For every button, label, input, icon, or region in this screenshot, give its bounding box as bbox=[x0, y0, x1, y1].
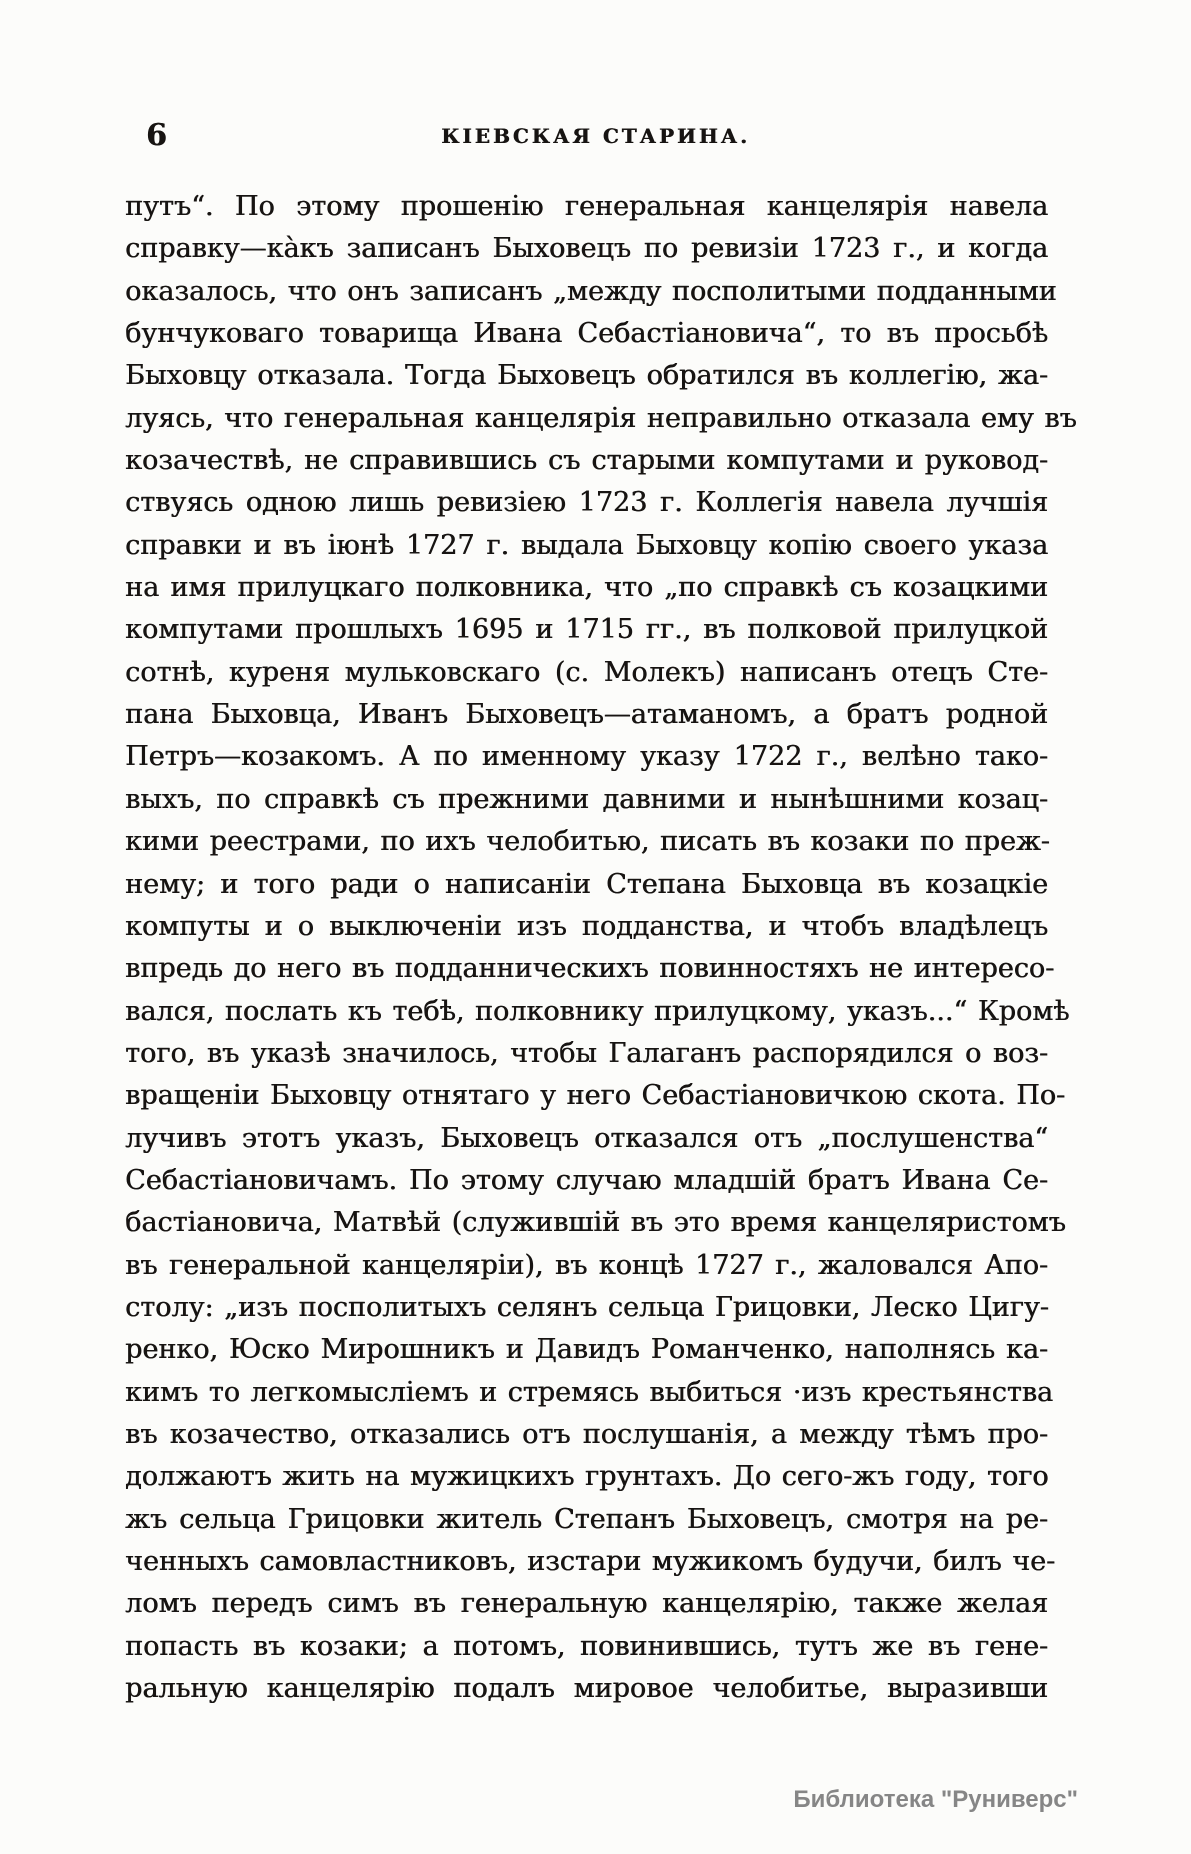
text-line: лучивъ этотъ указъ, Быховецъ отказался отъ „послушенства“ bbox=[125, 1122, 1048, 1154]
text-line: на имя прилуцкаго полковника, что „по справкѣ съ козацкими bbox=[125, 572, 1048, 604]
text-line: справку—ка̀къ записанъ Быховецъ по ревизіи 1723 г., и когда bbox=[125, 233, 1048, 265]
text-line: жъ сельца Грицовки житель Степанъ Быховецъ, смотря на ре- bbox=[125, 1503, 1048, 1535]
text-line: Себастіановичамъ. По этому случаю младшій братъ Ивана Се- bbox=[125, 1164, 1048, 1196]
text-line: впредь до него въ подданническихъ повинностяхъ не интересо- bbox=[125, 953, 1055, 985]
text-line: козачествѣ, не справившись съ старыми компутами и руковод- bbox=[125, 445, 1048, 477]
text-line: Петръ—козакомъ. А по именному указу 1722 г., велѣно тако- bbox=[125, 741, 1048, 773]
text-line: оказалось, что онъ записанъ „между посполитыми подданными bbox=[125, 275, 1057, 307]
text-line: бунчуковаго товарища Ивана Себастіановича“, то въ просьбѣ bbox=[125, 318, 1048, 350]
text-line: Быховцу отказала. Тогда Быховецъ обратился въ коллегію, жа- bbox=[125, 360, 1048, 392]
text-line: кими реестрами, по ихъ челобитью, писать въ козаки по преж- bbox=[125, 826, 1050, 858]
text-line: путъ“. По этому прошенію генеральная канцелярія навела bbox=[125, 191, 1048, 222]
text-line: столу: „изъ посполитыхъ селянъ сельца Грицовки, Леско Цигу- bbox=[125, 1291, 1049, 1323]
text-line: ренко, Юско Мирошникъ и Давидъ Романченко, наполнясь ка- bbox=[125, 1334, 1048, 1366]
text-line: ральную канцелярію подалъ мировое челобитье, выразивши bbox=[125, 1673, 1048, 1705]
text-line: нему; и того ради о написаніи Степана Быховца въ козацкіе bbox=[125, 868, 1048, 900]
text-line: компуты и о выключеніи изъ подданства, и чтобъ владѣлецъ bbox=[125, 910, 1048, 942]
text-line: должаютъ жить на мужицкихъ грунтахъ. До сего-жъ году, того bbox=[125, 1461, 1049, 1493]
text-line: того, въ указѣ значилось, чтобы Галаганъ распорядился о воз- bbox=[125, 1037, 1048, 1069]
journal-header-title: КІЕВСКАЯ СТАРИНА. bbox=[441, 124, 750, 148]
text-line: въ козачество, отказались отъ послушанія, а между тѣмъ про- bbox=[125, 1418, 1048, 1450]
text-line: ствуясь одною лишь ревизіею 1723 г. Коллегія навела лучшія bbox=[125, 487, 1048, 519]
text-line: сотнѣ, куреня мульковскаго (с. Молекъ) написанъ отецъ Сте- bbox=[125, 656, 1048, 688]
text-line: ломъ передъ симъ въ генеральную канцелярію, также желая bbox=[125, 1588, 1048, 1620]
library-watermark: Библиотека "Руниверс" bbox=[793, 1786, 1078, 1813]
text-line: компутами прошлыхъ 1695 и 1715 гг., въ полковой прилуцкой bbox=[125, 614, 1048, 646]
text-line: вращеніи Быховцу отнятаго у него Себастіановичкою скота. По- bbox=[125, 1080, 1066, 1112]
text-line: ченныхъ самовластниковъ, изстари мужикомъ будучи, билъ че- bbox=[125, 1546, 1056, 1577]
body-text-block bbox=[125, 186, 1077, 1710]
text-line: вался, послать къ тебѣ, полковнику прилуцкому, указъ...“ Кромѣ bbox=[125, 995, 1070, 1027]
text-line: выхъ, по справкѣ съ прежними давними и нынѣшними козац- bbox=[125, 783, 1048, 815]
text-line: въ генеральной канцеляріи), въ концѣ 1727 г., жаловался Апо- bbox=[125, 1249, 1048, 1281]
text-line: бастіановича, Матвѣй (служившій въ это время канцеляристомъ bbox=[125, 1207, 1066, 1239]
text-line: кимъ то легкомысліемъ и стремясь выбиться ·изъ крестьянства bbox=[125, 1376, 1053, 1408]
text-line: справки и въ іюнѣ 1727 г. выдала Быховцу копію своего указа bbox=[125, 529, 1048, 561]
text-line: пана Быховца, Иванъ Быховецъ—атаманомъ, а братъ родной bbox=[125, 699, 1048, 731]
text-line: попасть въ козаки; а потомъ, повинившись, тутъ же въ гене- bbox=[125, 1630, 1048, 1662]
text-line: луясь, что генеральная канцелярія неправильно отказала ему въ bbox=[125, 402, 1077, 434]
page-number: 6 bbox=[146, 118, 168, 153]
